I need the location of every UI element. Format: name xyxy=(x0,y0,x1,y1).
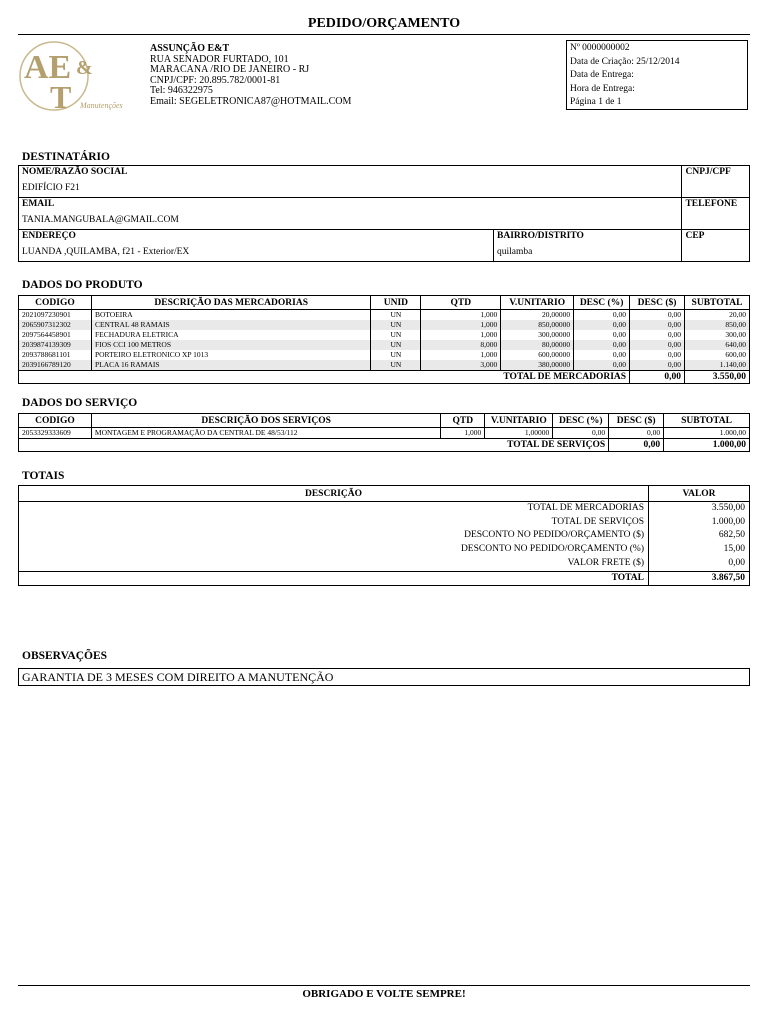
footer-divider xyxy=(18,985,750,986)
destinatario-table xyxy=(18,165,750,262)
table-cell: 1,000 xyxy=(421,310,501,321)
table-cell: 80,00000 xyxy=(501,340,574,350)
totals-label: DESCONTO NO PEDIDO/ORÇAMENTO (%) xyxy=(460,544,644,555)
company-city: MARACANA /RIO DE JANEIRO - RJ xyxy=(150,64,310,75)
table-cell: 850,00000 xyxy=(501,320,574,330)
name-value: EDIFÍCIO F21 xyxy=(22,183,80,193)
table-cell: FIOS CCI 100 METROS xyxy=(91,340,371,350)
company-name: ASSUNÇÃO E&T xyxy=(150,43,230,54)
phone-label: TELEFONE xyxy=(685,199,738,209)
totals-label: DESCONTO NO PEDIDO/ORÇAMENTO ($) xyxy=(464,530,644,541)
table-cell: BOTOEIRA xyxy=(91,310,371,321)
table-cell: 1,000 xyxy=(421,350,501,360)
services-total-value: 1.000,00 xyxy=(664,439,750,452)
table-cell: 1,00000 xyxy=(485,428,553,439)
table-cell: 2097564458901 xyxy=(22,330,71,339)
table-cell: 0,00 xyxy=(630,320,685,330)
table-cell: 0,00 xyxy=(574,320,630,330)
table-cell: 2039166789120 xyxy=(19,360,92,371)
svg-text:Manutenções: Manutenções xyxy=(80,101,123,110)
table-cell: 0,00 xyxy=(630,330,685,340)
table-row xyxy=(19,330,750,340)
section-servicos: DADOS DO SERVIÇO xyxy=(22,397,138,409)
table-row xyxy=(19,360,750,371)
table-cell: 0,00 xyxy=(630,360,685,371)
table-cell: 1.140,00 xyxy=(684,360,749,371)
table-cell: 2039874139309 xyxy=(19,340,92,350)
section-observacoes: OBSERVAÇÕES xyxy=(22,650,108,662)
table-cell: UN xyxy=(371,320,421,330)
table-cell: UN xyxy=(371,360,421,371)
table-cell: 0,00 xyxy=(630,310,685,321)
district-label: BAIRRO/DISTRITO xyxy=(497,231,584,241)
totals-value: 15,00 xyxy=(649,543,750,557)
totals-label: VALOR FRETE ($) xyxy=(567,557,644,568)
totals-table xyxy=(18,485,750,586)
column-header: V.UNITARIO xyxy=(501,296,574,310)
table-cell: 2065907312302 xyxy=(19,320,92,330)
company-email: Email: SEGELETRONICA87@HOTMAIL.COM xyxy=(150,95,352,107)
column-header: CODIGO xyxy=(19,414,92,428)
cep-label: CEP xyxy=(685,231,705,241)
district-value: quilamba xyxy=(497,247,533,257)
totals-label: TOTAL DE MERCADORIAS xyxy=(527,503,644,513)
table-cell: 1,000 xyxy=(421,320,501,330)
email-value: TANIA.MANGUBALA@GMAIL.COM xyxy=(22,215,179,225)
svg-text:T: T xyxy=(50,79,72,112)
table-cell: 20,00000 xyxy=(501,310,574,321)
totals-row xyxy=(19,502,750,516)
table-cell: UN xyxy=(371,350,421,360)
header-divider xyxy=(18,34,750,35)
table-cell: 0,00 xyxy=(609,428,664,439)
doc-number: Nº 0000000002 xyxy=(570,43,630,53)
table-cell: MONTAGEM E PROGRAMAÇÃO DA CENTRAL DE 48/53/112 xyxy=(91,428,440,439)
table-cell: 0,00 xyxy=(630,340,685,350)
column-header: SUBTOTAL xyxy=(684,296,749,310)
doc-page: Página 1 de 1 xyxy=(570,97,622,107)
table-cell: 0,00 xyxy=(574,350,630,360)
column-header: UNID xyxy=(371,296,421,310)
totals-value: 1.000,00 xyxy=(649,516,750,530)
section-totais: TOTAIS xyxy=(22,470,65,482)
totals-row xyxy=(19,516,750,530)
table-cell: 2053329333609 xyxy=(22,428,71,437)
table-cell: 1,000 xyxy=(441,428,485,439)
column-header: DESCRIÇÃO xyxy=(19,486,649,502)
products-total-desc: 0,00 xyxy=(630,371,685,384)
column-header: CODIGO xyxy=(19,296,92,310)
company-address: RUA SENADOR FURTADO, 101 xyxy=(150,53,289,65)
column-header: SUBTOTAL xyxy=(664,414,750,428)
table-cell: 2093788681101 xyxy=(22,350,71,359)
column-header: QTD xyxy=(421,296,501,310)
address-value: LUANDA ,QUILAMBA, f21 - Exterior/EX xyxy=(22,247,190,257)
products-total-value: 3.550,00 xyxy=(684,371,749,384)
table-cell: 1,000 xyxy=(421,330,501,340)
doc-delivery-date: Data de Entrega: xyxy=(570,70,634,80)
table-cell: 0,00 xyxy=(574,330,630,340)
column-header: QTD xyxy=(441,414,485,428)
address-label: ENDEREÇO xyxy=(22,231,76,241)
company-info xyxy=(150,44,351,107)
table-cell: 0,00 xyxy=(574,310,630,321)
table-cell: 8,000 xyxy=(421,340,501,350)
totals-row xyxy=(19,543,750,557)
column-header: VALOR xyxy=(649,486,750,502)
table-cell: 2021097230901 xyxy=(22,310,71,319)
svg-text:AE: AE xyxy=(24,49,72,86)
services-table xyxy=(18,413,750,452)
email-label: EMAIL xyxy=(22,199,55,209)
table-cell: UN xyxy=(371,340,421,350)
table-row xyxy=(19,340,750,350)
totals-value: 0,00 xyxy=(649,557,750,571)
cnpj-label: CNPJ/CPF xyxy=(685,167,731,177)
table-cell: 600,00 xyxy=(684,350,749,360)
table-cell: 300,00 xyxy=(684,330,749,340)
table-cell: 380,00000 xyxy=(501,360,574,371)
totals-row xyxy=(19,557,750,571)
table-cell: 3,000 xyxy=(421,360,501,371)
table-cell: 20,00 xyxy=(684,310,749,321)
grand-total-label: TOTAL xyxy=(19,571,649,586)
totals-row xyxy=(19,529,750,543)
table-cell: 600,00000 xyxy=(501,350,574,360)
table-cell: FECHADURA ELETRICA xyxy=(91,330,371,340)
services-total-label: TOTAL DE SERVIÇOS xyxy=(19,439,609,452)
table-cell: 640,00 xyxy=(684,340,749,350)
column-header: DESC (%) xyxy=(574,296,630,310)
totals-label: TOTAL DE SERVIÇOS xyxy=(551,516,644,527)
column-header: DESC ($) xyxy=(609,414,664,428)
table-cell: PLACA 16 RAMAIS xyxy=(91,360,371,371)
column-header: V.UNITARIO xyxy=(485,414,553,428)
observations-box: GARANTIA DE 3 MESES COM DIREITO A MANUTENÇÃO xyxy=(18,668,750,686)
company-tel: Tel: 946322975 xyxy=(150,85,213,96)
totals-value: 682,50 xyxy=(649,529,750,543)
table-cell: 1.000,00 xyxy=(664,428,750,439)
products-total-label: TOTAL DE MERCADORIAS xyxy=(19,371,630,384)
table-cell: UN xyxy=(371,310,421,321)
footer-message: OBRIGADO E VOLTE SEMPRE! xyxy=(302,988,466,1000)
doc-created: Data de Criação: 25/12/2014 xyxy=(570,56,680,67)
name-label: NOME/RAZÃO SOCIAL xyxy=(22,167,128,177)
table-row xyxy=(19,320,750,330)
table-cell: 850,00 xyxy=(684,320,749,330)
doc-delivery-time: Hora de Entrega: xyxy=(570,83,635,94)
section-produtos: DADOS DO PRODUTO xyxy=(22,279,143,291)
section-destinatario: DESTINATÁRIO xyxy=(22,151,110,163)
table-row xyxy=(19,310,750,321)
table-cell: PORTEIRO ELETRONICO XP 1013 xyxy=(91,350,371,360)
table-cell: 0,00 xyxy=(574,340,630,350)
svg-text:&: & xyxy=(76,57,93,79)
column-header: DESC (%) xyxy=(553,414,609,428)
table-row xyxy=(19,350,750,360)
table-cell: 300,00000 xyxy=(501,330,574,340)
table-cell: 0,00 xyxy=(630,350,685,360)
table-row xyxy=(19,428,750,439)
table-cell: CENTRAL 48 RAMAIS xyxy=(91,320,371,330)
table-cell: UN xyxy=(371,330,421,340)
column-header: DESCRIÇÃO DOS SERVIÇOS xyxy=(91,414,440,428)
table-cell: 0,00 xyxy=(553,428,609,439)
column-header: DESC ($) xyxy=(630,296,685,310)
document-info-box xyxy=(566,40,748,110)
grand-total-value: 3.867,50 xyxy=(649,571,750,586)
document-title: PEDIDO/ORÇAMENTO xyxy=(307,16,461,31)
column-header: DESCRIÇÃO DAS MERCADORIAS xyxy=(91,296,371,310)
services-total-desc: 0,00 xyxy=(609,439,664,452)
company-logo xyxy=(18,40,128,112)
company-cnpj: CNPJ/CPF: 20.895.782/0001-81 xyxy=(150,74,281,86)
products-table xyxy=(18,295,750,384)
table-cell: 0,00 xyxy=(574,360,630,371)
totals-value: 3.550,00 xyxy=(649,502,750,516)
